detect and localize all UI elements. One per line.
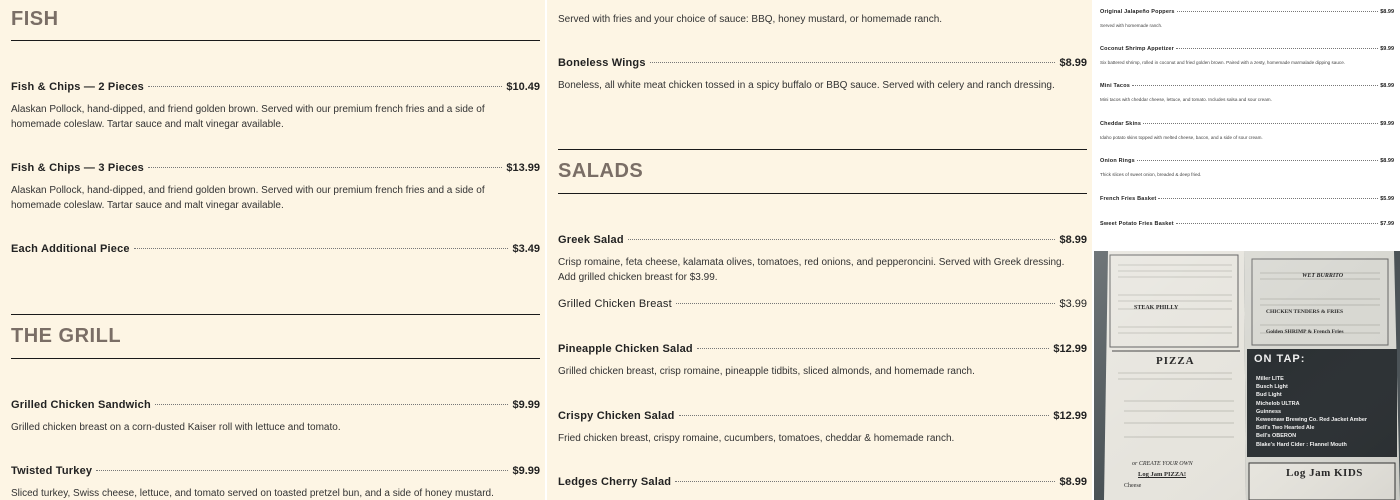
menu-page-appetizers (1094, 0, 1400, 247)
item-price: $12.99 (1053, 410, 1087, 422)
leader-dots (1158, 198, 1378, 199)
item-price: $13.99 (506, 162, 540, 174)
item-description: Crisp romaine, feta cheese, kalamata olives, tomatoes, red onions, and pepperoncini. Served with Greek dressing. Add grilled chicken breast for $3.99. (558, 257, 1065, 283)
item-price: $8.99 (1059, 476, 1087, 488)
fish-section-title: FISH (11, 8, 59, 30)
menu-item-jalapeno-poppers (1100, 9, 1394, 18)
photo-tap-list (1256, 375, 1396, 449)
leader-dots (679, 415, 1050, 416)
leader-dots (1132, 85, 1378, 86)
item-description: Alaskan Pollock, hand-dipped, and friend golden brown. Served with our premium french fries and a side of homemade coleslaw. Tartar sauce and malt vinegar available. (11, 104, 485, 130)
item-price: $12.99 (1053, 343, 1087, 355)
menu-item-grilled-chicken-sandwich (11, 399, 540, 415)
tap-item: Michelob ULTRA (1256, 400, 1300, 407)
menu-item-greek-salad (558, 234, 1087, 250)
leader-dots (675, 481, 1055, 482)
menu-item-french-fries-basket (1100, 196, 1394, 205)
item-name: Crispy Chicken Salad (558, 410, 675, 422)
menu-item-cheddar-skins (1100, 121, 1394, 130)
tap-item: Bud Light (1256, 392, 1282, 399)
item-description: Thick slices of sweet onion, breaded & deep fried. (1100, 172, 1202, 177)
item-description: Sliced turkey, Swiss cheese, lettuce, and tomato served on toasted pretzel bun, and a side of honey mustard. (11, 488, 494, 499)
photo-pizza-heading: PIZZA (1156, 355, 1195, 367)
item-name: Original Jalapeño Poppers (1100, 9, 1175, 15)
tap-item: Keweenaw Brewing Co. Red Jacket Amber (1256, 417, 1368, 424)
item-description: Served with homemade ranch. (1100, 23, 1163, 28)
grill-top-rule (11, 314, 540, 315)
menu-item-onion-rings (1100, 158, 1394, 167)
menu-page-fish-grill (0, 0, 545, 500)
photo-steak-philly: STEAK PHILLY (1134, 305, 1179, 311)
item-description: Served with fries and your choice of sauce: BBQ, honey mustard, or homemade ranch. (558, 14, 943, 25)
menu-item-sweet-potato-fries (1100, 221, 1394, 230)
item-price: $9.99 (1380, 121, 1394, 127)
item-name: Coconut Shrimp Appetizer (1100, 46, 1174, 52)
menu-item-boneless-wings (558, 57, 1087, 73)
item-name: Pineapple Chicken Salad (558, 343, 693, 355)
item-price: $9.99 (512, 399, 540, 411)
tap-item: Busch Light (1256, 384, 1288, 391)
item-price: $9.99 (1380, 46, 1394, 52)
leader-dots (1176, 223, 1378, 224)
item-name: Twisted Turkey (11, 465, 93, 477)
leader-dots (1177, 11, 1379, 12)
item-name: Each Additional Piece (11, 243, 130, 255)
menu-item-fish-chips-2 (11, 81, 540, 97)
item-name: Fish & Chips — 2 Pieces (11, 81, 144, 93)
item-name: Grilled Chicken Breast (558, 298, 672, 310)
photo-create-your-own: or CREATE YOUR OWN (1132, 461, 1193, 467)
item-name: Cheddar Skins (1100, 121, 1142, 127)
item-name: Boneless Wings (558, 57, 646, 69)
photo-kids-heading: Log Jam KIDS (1286, 467, 1363, 479)
menu-addon-grilled-chicken (558, 298, 1087, 314)
item-description: Fried chicken breast, crispy romaine, cucumbers, tomatoes, cheddar & homemade ranch. (558, 433, 955, 444)
salads-section-title: SALADS (558, 160, 644, 182)
photo-wet-burrito: WET BURRITO (1302, 273, 1344, 279)
photo-chicken-tenders: CHICKEN TENDERS & FRIES (1266, 309, 1344, 315)
menu-item-crispy-chicken-salad (558, 410, 1087, 426)
leader-dots (650, 62, 1056, 63)
leader-dots (96, 470, 508, 471)
menu-item-ledges-cherry-salad (558, 476, 1087, 492)
salads-top-rule (558, 149, 1087, 150)
leader-dots (155, 404, 509, 405)
leader-dots (628, 239, 1056, 240)
leader-dots (697, 348, 1050, 349)
leader-dots (1176, 48, 1378, 49)
tap-item: Guinness (1256, 408, 1282, 415)
item-price: $8.99 (1380, 9, 1394, 15)
menu-photo (1094, 251, 1400, 500)
menu-item-fish-chips-3 (11, 162, 540, 178)
photo-on-tap-heading: ON TAP: (1254, 353, 1306, 365)
item-description: Alaskan Pollock, hand-dipped, and friend golden brown. Served with our premium french fries and a side of homemade coleslaw. Tartar sauce and malt vinegar available. (11, 185, 485, 211)
item-name: Onion Rings (1100, 158, 1135, 164)
item-name: Grilled Chicken Sandwich (11, 399, 151, 411)
item-price: $8.99 (1380, 83, 1394, 89)
leader-dots (148, 86, 502, 87)
photo-logjam-pizza: Log Jam PIZZA! (1138, 471, 1187, 478)
item-name: Sweet Potato Fries Basket (1100, 221, 1174, 227)
item-price: $3.49 (512, 243, 540, 255)
photo-cheese: Cheese (1124, 483, 1142, 489)
item-description: Boneless, all white meat chicken tossed in a spicy buffalo or BBQ sauce. Served with celery and ranch dressing. (558, 80, 1055, 91)
item-price: $8.99 (1059, 234, 1087, 246)
fish-title-rule (11, 40, 540, 41)
leader-dots (676, 303, 1056, 304)
tap-item: Blake's Hard Cider : Flannel Mouth (1256, 441, 1347, 448)
item-name: Greek Salad (558, 234, 624, 246)
item-price: $5.99 (1380, 196, 1394, 202)
menu-item-mini-tacos (1100, 83, 1394, 92)
menu-item-additional-piece (11, 243, 540, 259)
grill-title-rule (11, 358, 540, 359)
leader-dots (134, 248, 509, 249)
grill-section-title: THE GRILL (11, 325, 122, 347)
item-name: Ledges Cherry Salad (558, 476, 672, 488)
item-description: Grilled chicken breast, crisp romaine, pineapple tidbits, sliced almonds, and homemade ranch. (558, 366, 975, 377)
item-name: Mini Tacos (1100, 83, 1131, 89)
item-name: French Fries Basket (1100, 196, 1157, 202)
tap-item: Miller LITE (1256, 376, 1284, 382)
menu-item-pineapple-chicken-salad (558, 343, 1087, 359)
item-description: Mini tacos with cheddar cheese, lettuce, and tomato. Includes salsa and sour cream. (1100, 97, 1272, 102)
leader-dots (1137, 160, 1378, 161)
item-price: $8.99 (1380, 158, 1394, 164)
item-description: Grilled chicken breast on a corn-dusted Kaiser roll with lettuce and tomato. (11, 422, 341, 433)
salads-title-rule (558, 193, 1087, 194)
tap-item: Bell's Two Hearted Ale (1256, 425, 1315, 432)
item-description: Six battered shrimp, rolled in coconut and fried golden brown. Paired with a zesty, homemade marmalade dipping sauce. (1100, 60, 1346, 65)
photo-golden-shrimp: Golden SHRIMP & French Fries (1266, 329, 1344, 335)
item-price: $10.49 (506, 81, 540, 93)
menu-item-twisted-turkey (11, 465, 540, 481)
item-description: Idaho potato skins topped with melted cheese, bacon, and a side of sour cream. (1100, 135, 1263, 140)
menu-page-wings-salads (547, 0, 1092, 500)
item-price: $3.99 (1059, 298, 1087, 310)
item-name: Fish & Chips — 3 Pieces (11, 162, 144, 174)
menu-item-coconut-shrimp (1100, 46, 1394, 55)
item-price: $8.99 (1059, 57, 1087, 69)
leader-dots (1143, 123, 1378, 124)
item-price: $9.99 (512, 465, 540, 477)
tap-item: Bell's OBERON (1256, 433, 1297, 440)
leader-dots (148, 167, 502, 168)
item-price: $7.99 (1380, 221, 1394, 227)
